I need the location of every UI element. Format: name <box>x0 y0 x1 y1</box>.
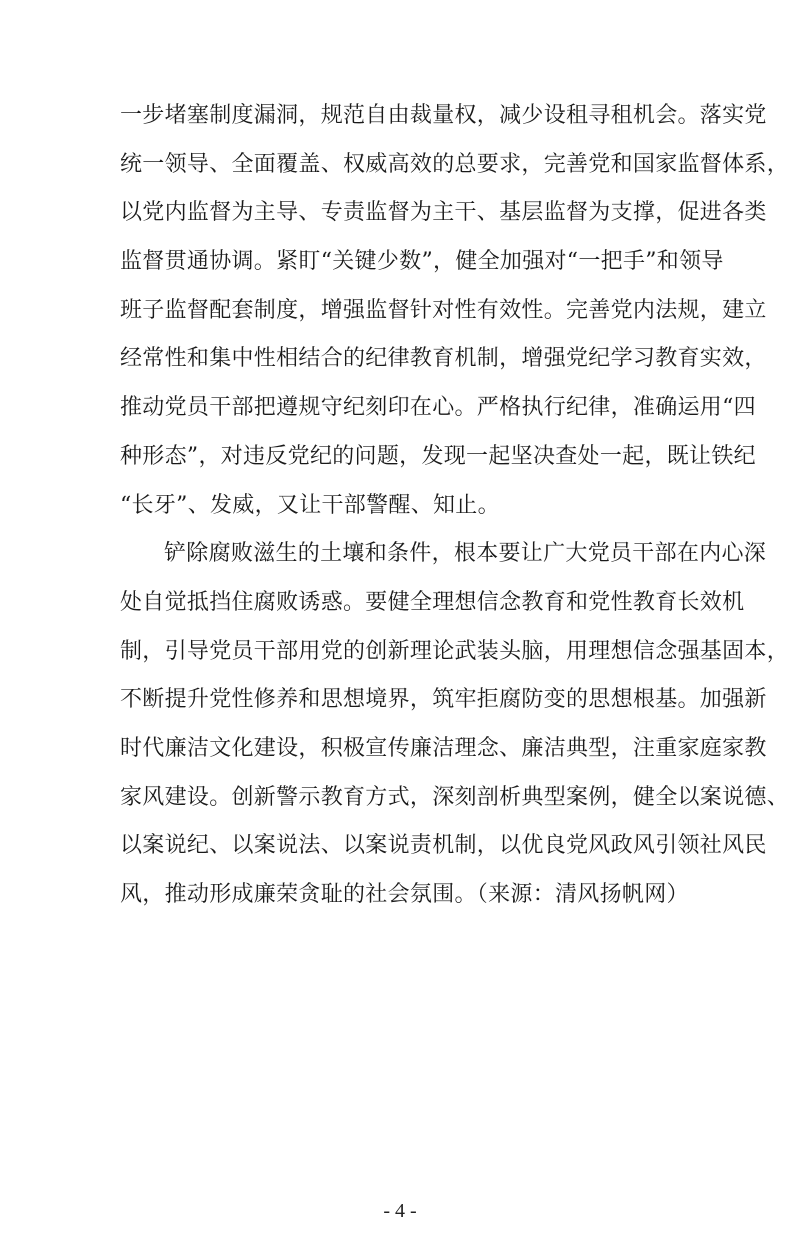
paragraph-start-line: 铲除腐败滋生的土壤和条件，根本要让广大党员干部在内心深 <box>164 541 767 567</box>
text-line: 监督贯通协调。紧盯“关键少数”，健全加强对“一把手”和领导 <box>120 249 724 275</box>
text-line: 家风建设。创新警示教育方式，深刻剖析典型案例，健全以案说德、 <box>120 784 790 810</box>
text-line: 一步堵塞制度漏洞，规范自由裁量权，减少设租寻租机会。落实党 <box>120 103 767 128</box>
text-line: 风，推动形成廉荣贪耻的社会氛围。（来源：清风扬帆网） <box>120 882 689 907</box>
text-line: 推动党员干部把遵规守纪刻印在心。严格执行纪律，准确运用“四 <box>120 395 756 421</box>
text-line: 以案说纪、以案说法、以案说责机制，以优良党风政风引领社风民 <box>120 833 767 859</box>
text-line: 制，引导党员干部用党的创新理论武装头脑，用理想信念强基固本， <box>120 638 790 664</box>
text-line: 时代廉洁文化建设，积极宣传廉洁理念、廉洁典型，注重家庭家教 <box>120 735 767 761</box>
text-line: 不断提升党性修养和思想境界，筑牢拒腐防变的思想根基。加强新 <box>120 687 767 713</box>
text-line: 经常性和集中性相结合的纪律教育机制，增强党纪学习教育实效， <box>120 346 767 372</box>
body-text <box>120 92 790 920</box>
text-line: 以党内监督为主导、专责监督为主干、基层监督为支撑，促进各类 <box>120 200 767 226</box>
text-line: 种形态”，对违反党纪的问题，发现一起坚决查处一起，既让铁纪 <box>120 443 756 469</box>
text-line: 班子监督配套制度，增强监督针对性有效性。完善党内法规，建立 <box>120 297 767 323</box>
text-line: 处自觉抵挡住腐败诱惑。要健全理想信念教育和党性教育长效机 <box>120 589 745 615</box>
text-line: “长牙”、发威，又让干部警醒、知止。 <box>120 492 500 518</box>
page-number: - 4 - <box>383 1200 417 1222</box>
text-line: 统一领导、全面覆盖、权威高效的总要求，完善党和国家监督体系， <box>120 151 790 177</box>
